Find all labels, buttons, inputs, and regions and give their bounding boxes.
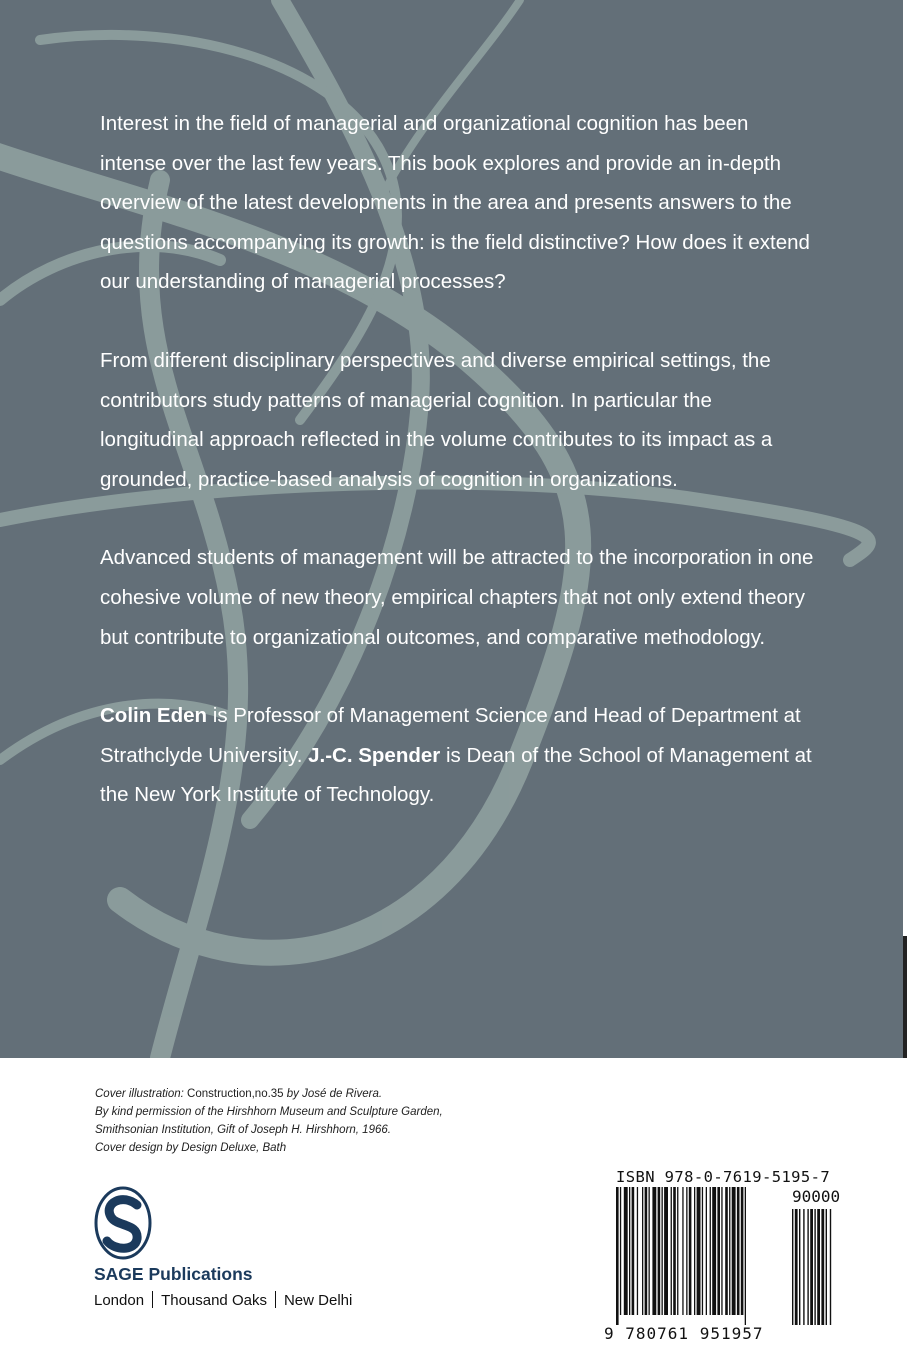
sage-logo bbox=[93, 1185, 153, 1261]
author-1-name: Colin Eden bbox=[100, 704, 208, 728]
edge-strip bbox=[903, 936, 907, 1058]
author-1-bio: is Professor of Management Science and Head of Department at Strathclyde University. bbox=[100, 704, 801, 767]
design-credit: Cover design by Design Deluxe, Bath bbox=[95, 1142, 287, 1154]
barcode-digits: 9 780761 951957 bbox=[604, 1324, 764, 1343]
permission-line-2: Smithsonian Institution, Gift of Joseph H. Hirshhorn, 1966. bbox=[95, 1124, 391, 1136]
illustration-credit bbox=[95, 1085, 515, 1103]
author-2-bio: is Dean of the School of Management at the New York Institute of Technology. bbox=[100, 743, 812, 807]
isbn-text: ISBN 978-0-7619-5195-7 bbox=[616, 1168, 831, 1186]
cover-credits bbox=[95, 1085, 515, 1157]
illustration-title: Construction,no.35 bbox=[187, 1088, 284, 1100]
price-code: 90000 bbox=[792, 1187, 841, 1206]
barcode bbox=[616, 1187, 856, 1325]
city-new-delhi: New Delhi bbox=[283, 1292, 353, 1309]
city-thousand-oaks: Thousand Oaks bbox=[161, 1292, 267, 1309]
city-london: London bbox=[94, 1292, 145, 1309]
publisher-cities bbox=[94, 1291, 352, 1309]
author-bios bbox=[100, 696, 820, 815]
city-separator bbox=[275, 1291, 276, 1308]
illustration-artist: by José de Rivera. bbox=[283, 1088, 383, 1100]
publisher-name: SAGE Publications bbox=[94, 1264, 253, 1284]
cover-blurb bbox=[100, 104, 820, 815]
permission-line-1: By kind permission of the Hirshhorn Museum and Sculpture Garden, bbox=[95, 1106, 443, 1118]
illustration-label: Cover illustration: bbox=[95, 1088, 188, 1100]
blurb-paragraph-2: From different disciplinary perspectives and diverse empirical settings, the contributors study patterns of managerial cognition. In particular the longitudinal approach reflected in the volume contributes to its impact as a grounded, practice-based analysis of cognition in organizations. bbox=[100, 348, 773, 491]
author-2-name: J.-C. Spender bbox=[308, 743, 441, 767]
city-separator bbox=[152, 1291, 153, 1308]
blurb-paragraph-1: Interest in the field of managerial and organizational cognition has been intense over the last few years. This book explores and provide an in-depth overview of the latest developments in the area and presents answers to the questions accompanying its growth: is the field distinctive? How does it extend our understanding of managerial processes? bbox=[100, 112, 810, 294]
blurb-paragraph-3: Advanced students of management will be attracted to the incorporation in one cohesive volume of new theory, empirical chapters that not only extend theory but contribute to organizational outcomes, and comparative methodology. bbox=[100, 546, 814, 649]
